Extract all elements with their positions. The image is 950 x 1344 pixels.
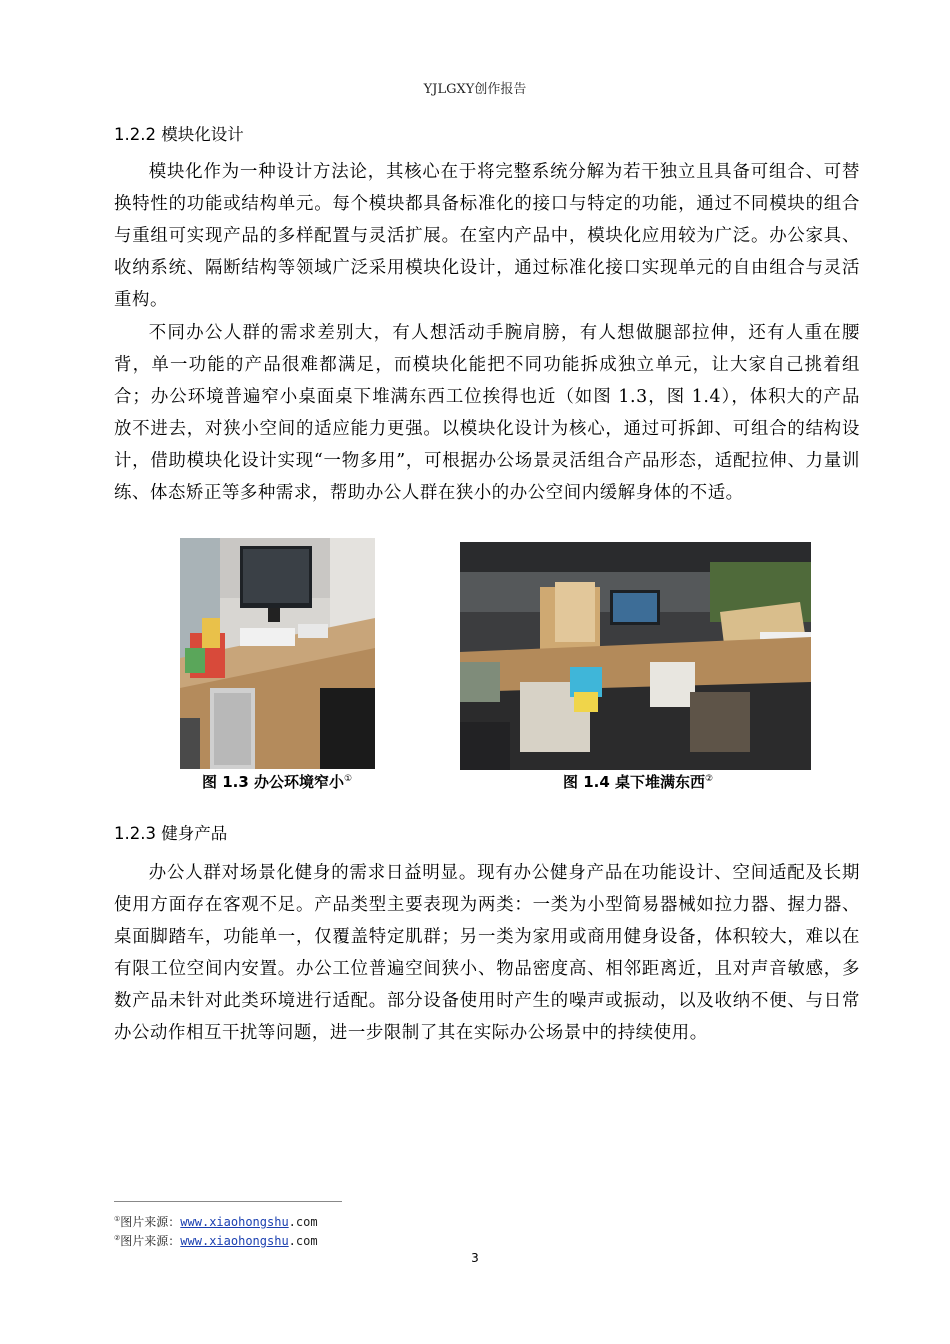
footnote-1-link[interactable]: www.xiaohongshu [180, 1215, 289, 1229]
footnote-1: ①图片来源：www.xiaohongshu.com [114, 1215, 318, 1229]
paragraph-modular-1: 模块化作为一种设计方法论，其核心在于将完整系统分解为若干独立且具备可组合、可替换特性的功能或结构单元。每个模块都具备标准化的接口与特定的功能，通过不同模块的组合与重组可实现产品的多样配置与灵活扩展。在室内产品中，模块化应用较为广泛。办公家具、收纳系统、隔断结构等领域广泛采用模块化设计，通过标准化接口实现单元的自由组合与灵活重构。 [114, 162, 860, 310]
page-number: 3 [471, 1251, 479, 1265]
section-heading-modular: 1.2.2 模块化设计 [114, 125, 244, 144]
footnote-divider [114, 1201, 342, 1202]
paragraph-fitness-1: 办公人群对场景化健身的需求日益明显。现有办公健身产品在功能设计、空间适配及长期使用方面存在客观不足。产品类型主要表现为两类：一类为小型简易器械如拉力器、握力器、桌面脚踏车，功能单一，仅覆盖特定肌群；另一类为家用或商用健身设备，体积较大，难以在有限工位空间内安置。办公工位普遍空间狭小、物品密度高、相邻距离近，且对声音敏感，多数产品未针对此类环境进行适配。部分设备使用时产生的噪声或振动，以及收纳不便、与日常办公动作相互干扰等问题，进一步限制了其在实际办公场景中的持续使用。 [114, 863, 860, 1043]
footnote-2-link[interactable]: www.xiaohongshu [180, 1234, 289, 1248]
section-heading-fitness: 1.2.3 健身产品 [114, 824, 228, 843]
footnote-2: ②图片来源：www.xiaohongshu.com [114, 1234, 318, 1248]
figure-1-3-caption: 图 1.3 办公环境窄小① [202, 773, 353, 791]
figure-1-4-caption: 图 1.4 桌下堆满东西② [563, 773, 714, 791]
office-desk-photo [180, 538, 375, 769]
paragraph-modular-2: 不同办公人群的需求差别大，有人想活动手腕肩膀，有人想做腿部拉伸，还有人重在腰背，单一功能的产品很难都满足，而模块化能把不同功能拆成独立单元，让大家自己挑着组合；办公环境普遍窄小桌面桌下堆满东西工位挨得也近（如图 1.3，图 1.4），体积大的产品放不进去，对狭小空间的适应能力更强。以模块化设计为核心，通过可拆卸、可组合的结构设计，借助模块化设计实现“一物多用”，可根据办公场景灵活组合产品形态，适配拉伸、力量训练、体态矫正等多种需求，帮助办公人群在狭小的办公空间内缓解身体的不适。 [114, 323, 860, 503]
cluttered-desk-photo [460, 542, 811, 770]
page-header: YJLGXY创作报告 [423, 82, 527, 97]
